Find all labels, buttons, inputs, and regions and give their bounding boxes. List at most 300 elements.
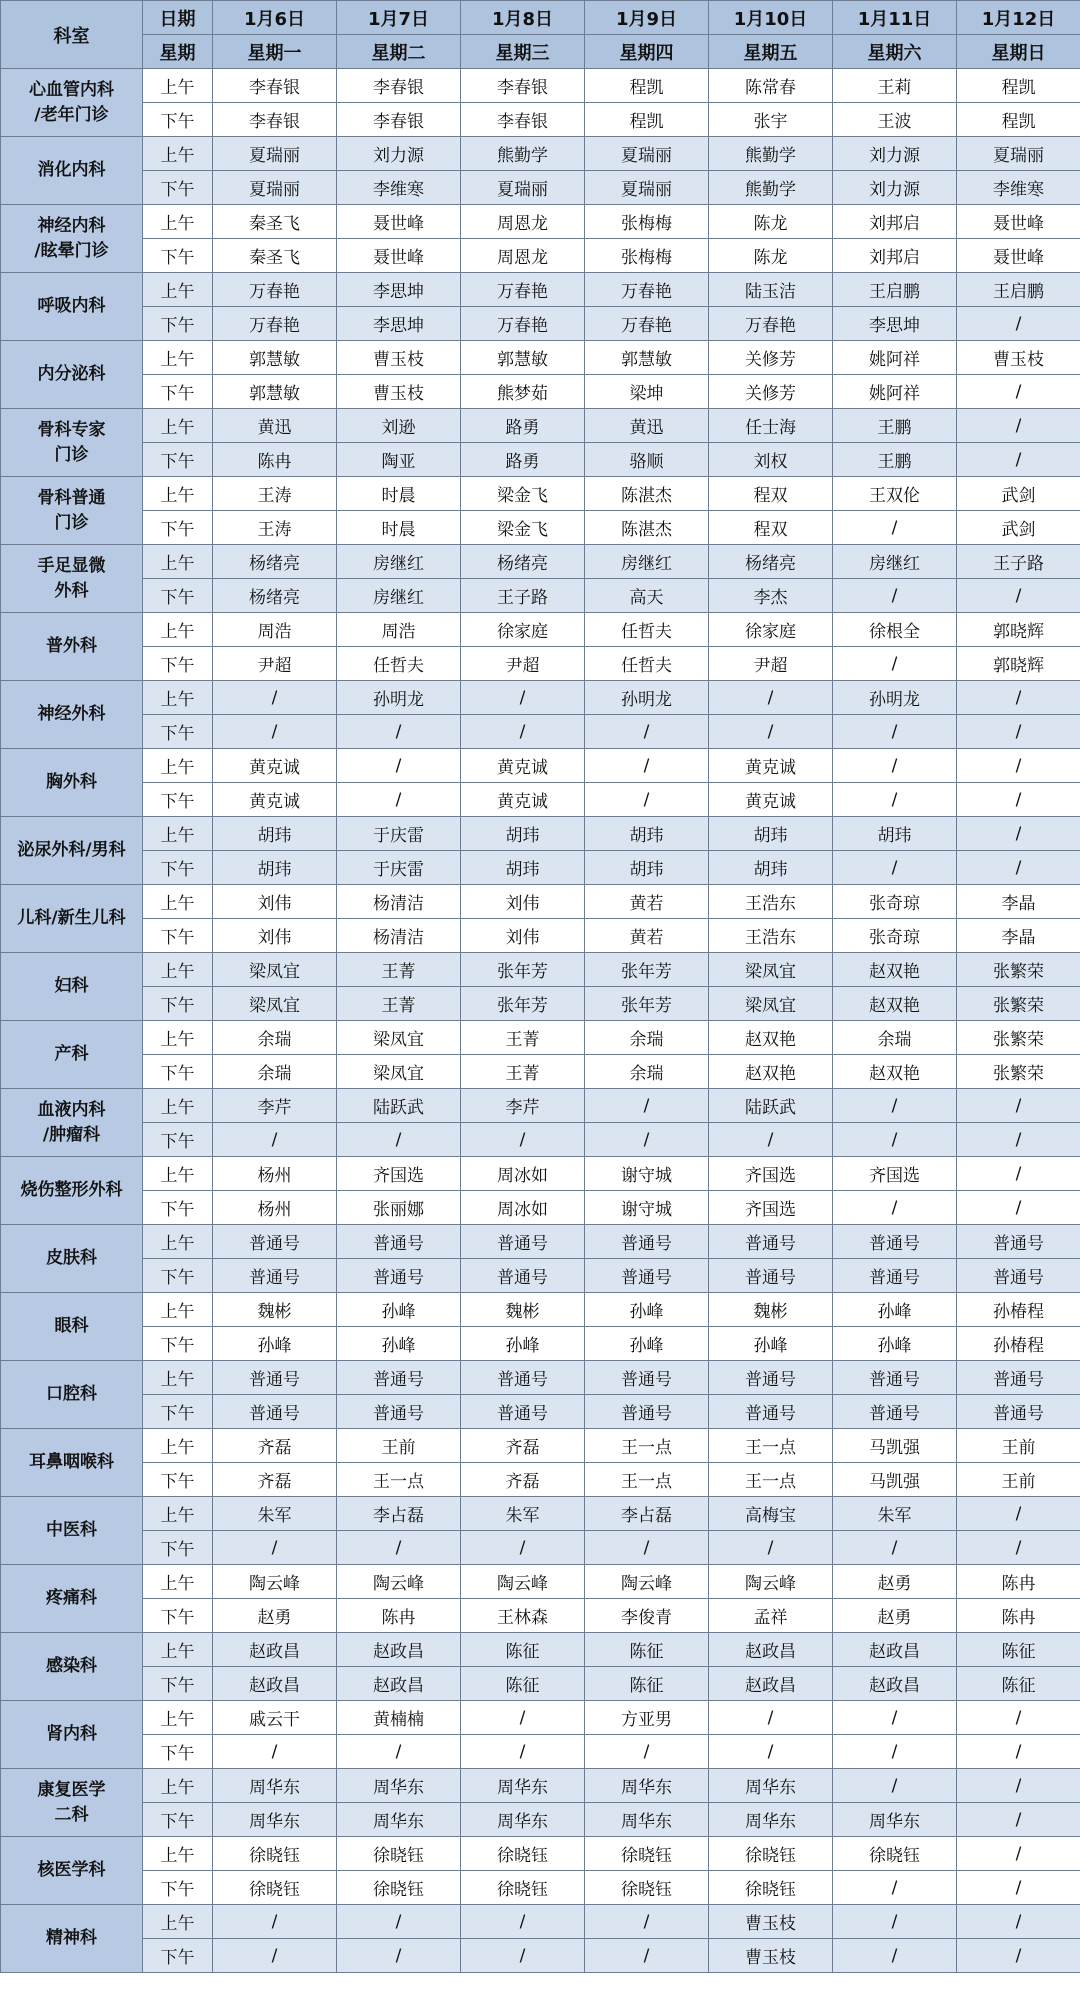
doctor-cell: 王波 [833, 103, 957, 137]
doctor-cell: 王启鹏 [957, 273, 1080, 307]
period-label: 下午 [143, 987, 213, 1021]
doctor-cell: 陈征 [585, 1633, 709, 1667]
doctor-cell: 李杰 [709, 579, 833, 613]
doctor-cell: 普通号 [213, 1395, 337, 1429]
table-row [1, 69, 1080, 103]
doctor-cell: 尹超 [709, 647, 833, 681]
table-row [1, 1871, 1080, 1905]
doctor-cell: / [833, 579, 957, 613]
doctor-cell: 万春艳 [461, 273, 585, 307]
table-row [1, 1599, 1080, 1633]
doctor-cell: 普通号 [833, 1395, 957, 1429]
doctor-cell: 赵勇 [213, 1599, 337, 1633]
doctor-cell: / [213, 1531, 337, 1565]
doctor-cell: / [833, 783, 957, 817]
doctor-cell: 周冰如 [461, 1191, 585, 1225]
period-label: 下午 [143, 239, 213, 273]
department-name-line: /老年门诊 [34, 104, 109, 125]
department-name [1, 1769, 143, 1837]
table-row [1, 613, 1080, 647]
period-label: 下午 [143, 1055, 213, 1089]
table-row [1, 307, 1080, 341]
doctor-cell: 张年芳 [461, 987, 585, 1021]
department-name-line: 泌尿外科/男科 [17, 840, 126, 860]
doctor-cell: 陈冉 [213, 443, 337, 477]
doctor-cell: 黄迅 [585, 409, 709, 443]
doctor-cell: 孙峰 [337, 1327, 461, 1361]
table-row [1, 647, 1080, 681]
department-name [1, 273, 143, 341]
doctor-cell: 陶云峰 [213, 1565, 337, 1599]
doctor-cell: 李春银 [213, 69, 337, 103]
weekday-header: 星期日 [957, 35, 1080, 69]
period-label: 上午 [143, 545, 213, 579]
doctor-cell: 万春艳 [461, 307, 585, 341]
department-name [1, 1905, 143, 1973]
doctor-cell: 周华东 [585, 1803, 709, 1837]
doctor-cell: 徐家庭 [461, 613, 585, 647]
doctor-cell: 赵双艳 [833, 953, 957, 987]
department-name-line: 神经内科 [37, 215, 106, 236]
table-row [1, 851, 1080, 885]
doctor-cell: 曹玉枝 [709, 1905, 833, 1939]
doctor-cell: 陈湛杰 [585, 511, 709, 545]
doctor-cell: 房继红 [585, 545, 709, 579]
period-label: 上午 [143, 953, 213, 987]
dept-column-header: 科室 [1, 1, 143, 69]
doctor-cell: 陶云峰 [709, 1565, 833, 1599]
period-label: 下午 [143, 1939, 213, 1973]
doctor-cell: 夏瑞丽 [461, 171, 585, 205]
doctor-cell: 郭慧敏 [585, 341, 709, 375]
doctor-cell: / [709, 681, 833, 715]
table-row [1, 443, 1080, 477]
department-name-line: 呼吸内科 [37, 296, 106, 316]
doctor-cell: 李俊青 [585, 1599, 709, 1633]
doctor-cell: / [213, 1939, 337, 1973]
department-name [1, 545, 143, 613]
doctor-cell: 徐晓钰 [213, 1837, 337, 1871]
doctor-cell: / [213, 1905, 337, 1939]
date-header: 1月9日 [585, 1, 709, 35]
doctor-cell: 张年芳 [585, 953, 709, 987]
doctor-cell: 高梅宝 [709, 1497, 833, 1531]
period-label: 下午 [143, 647, 213, 681]
doctor-cell: 徐晓钰 [709, 1837, 833, 1871]
doctor-cell: 陶云峰 [461, 1565, 585, 1599]
department-name-line: 门诊 [54, 512, 89, 533]
doctor-cell: 陈征 [461, 1667, 585, 1701]
department-name-line: 内分泌科 [37, 364, 106, 384]
doctor-cell: 刘伟 [213, 885, 337, 919]
period-label: 上午 [143, 137, 213, 171]
doctor-cell: 普通号 [957, 1361, 1080, 1395]
doctor-cell: 刘伟 [461, 885, 585, 919]
department-name [1, 1361, 143, 1429]
doctor-cell: 王前 [957, 1429, 1080, 1463]
doctor-cell: 胡玮 [461, 817, 585, 851]
doctor-cell: 齐国选 [709, 1191, 833, 1225]
doctor-cell: 万春艳 [585, 307, 709, 341]
doctor-cell: 徐家庭 [709, 613, 833, 647]
doctor-cell: / [585, 749, 709, 783]
doctor-cell: / [833, 1871, 957, 1905]
department-name [1, 205, 143, 273]
period-label: 下午 [143, 1735, 213, 1769]
department-name [1, 885, 143, 953]
doctor-cell: 王涛 [213, 477, 337, 511]
doctor-cell: 魏彬 [213, 1293, 337, 1327]
table-row [1, 1361, 1080, 1395]
period-label: 上午 [143, 1361, 213, 1395]
doctor-cell: 普通号 [709, 1259, 833, 1293]
doctor-cell: 熊勤学 [461, 137, 585, 171]
period-label: 上午 [143, 205, 213, 239]
doctor-cell: 杨清洁 [337, 919, 461, 953]
doctor-cell: 黄克诚 [709, 749, 833, 783]
doctor-cell: 李春银 [461, 69, 585, 103]
doctor-cell: 杨州 [213, 1157, 337, 1191]
department-name-line: 外科 [54, 580, 89, 601]
department-name [1, 341, 143, 409]
doctor-cell: 李维寒 [957, 171, 1080, 205]
doctor-cell: 夏瑞丽 [213, 171, 337, 205]
doctor-cell: 王一点 [337, 1463, 461, 1497]
doctor-cell: 杨绪亮 [461, 545, 585, 579]
doctor-cell: 普通号 [461, 1361, 585, 1395]
department-name-line: 眼科 [54, 1316, 89, 1336]
doctor-cell: 尹超 [461, 647, 585, 681]
doctor-cell: 万春艳 [213, 307, 337, 341]
doctor-cell: / [957, 409, 1080, 443]
doctor-cell: 周华东 [461, 1803, 585, 1837]
doctor-cell: 余瑞 [833, 1021, 957, 1055]
doctor-cell: 普通号 [337, 1225, 461, 1259]
doctor-cell: / [957, 375, 1080, 409]
doctor-cell: 余瑞 [213, 1021, 337, 1055]
period-label: 下午 [143, 919, 213, 953]
table-row [1, 953, 1080, 987]
doctor-cell: 赵勇 [833, 1599, 957, 1633]
doctor-cell: 高天 [585, 579, 709, 613]
doctor-cell: / [833, 715, 957, 749]
department-name-line: 普外科 [46, 636, 97, 656]
doctor-cell: 孙峰 [709, 1327, 833, 1361]
doctor-cell: 任哲夫 [585, 613, 709, 647]
doctor-cell: 张梅梅 [585, 205, 709, 239]
period-label: 上午 [143, 1769, 213, 1803]
doctor-cell: 王子路 [957, 545, 1080, 579]
doctor-cell: 梁凤宜 [709, 987, 833, 1021]
date-header: 1月6日 [213, 1, 337, 35]
doctor-cell: 路勇 [461, 409, 585, 443]
department-name [1, 749, 143, 817]
doctor-cell: 赵政昌 [833, 1667, 957, 1701]
doctor-cell: 刘力源 [833, 171, 957, 205]
doctor-cell: / [461, 1531, 585, 1565]
table-row [1, 1157, 1080, 1191]
doctor-cell: 王林森 [461, 1599, 585, 1633]
doctor-cell: / [957, 1157, 1080, 1191]
table-row [1, 1905, 1080, 1939]
table-row [1, 205, 1080, 239]
doctor-cell: 孙明龙 [585, 681, 709, 715]
doctor-cell: 任哲夫 [585, 647, 709, 681]
doctor-cell: 胡玮 [709, 851, 833, 885]
period-label: 上午 [143, 1905, 213, 1939]
doctor-cell: 曹玉枝 [337, 375, 461, 409]
doctor-cell: 孙椿程 [957, 1293, 1080, 1327]
doctor-cell: 朱军 [833, 1497, 957, 1531]
department-name-line: 妇科 [54, 976, 89, 996]
doctor-cell: 孙峰 [337, 1293, 461, 1327]
doctor-cell: 黄若 [585, 885, 709, 919]
doctor-cell: 程双 [709, 477, 833, 511]
doctor-cell: 普通号 [957, 1259, 1080, 1293]
doctor-cell: 聂世峰 [337, 205, 461, 239]
table-row [1, 1055, 1080, 1089]
doctor-cell: 徐晓钰 [461, 1871, 585, 1905]
doctor-cell: 周浩 [213, 613, 337, 647]
doctor-cell: 齐磊 [213, 1429, 337, 1463]
doctor-cell: / [957, 1497, 1080, 1531]
doctor-cell: / [709, 1531, 833, 1565]
doctor-cell: 周华东 [461, 1769, 585, 1803]
period-label: 上午 [143, 613, 213, 647]
doctor-cell: 普通号 [709, 1395, 833, 1429]
doctor-cell: / [585, 1123, 709, 1157]
period-label: 上午 [143, 69, 213, 103]
doctor-cell: 李春银 [213, 103, 337, 137]
doctor-cell: 熊勤学 [709, 171, 833, 205]
doctor-cell: 聂世峰 [957, 239, 1080, 273]
doctor-cell: 方亚男 [585, 1701, 709, 1735]
period-label: 上午 [143, 1429, 213, 1463]
doctor-cell: 徐晓钰 [709, 1871, 833, 1905]
doctor-cell: / [833, 1905, 957, 1939]
period-label: 下午 [143, 1531, 213, 1565]
period-label: 下午 [143, 443, 213, 477]
table-row [1, 1701, 1080, 1735]
doctor-cell: 刘逊 [337, 409, 461, 443]
doctor-cell: 普通号 [833, 1361, 957, 1395]
department-name [1, 1157, 143, 1225]
table-row [1, 1837, 1080, 1871]
doctor-cell: 周华东 [213, 1803, 337, 1837]
doctor-cell: 梁凤宜 [337, 1055, 461, 1089]
table-row [1, 1769, 1080, 1803]
weekday-header: 星期六 [833, 35, 957, 69]
doctor-cell: 徐晓钰 [585, 1837, 709, 1871]
department-name-line: 手足显微 [37, 555, 106, 576]
doctor-cell: / [585, 783, 709, 817]
doctor-cell: / [957, 681, 1080, 715]
period-label: 上午 [143, 477, 213, 511]
doctor-cell: 徐晓钰 [337, 1837, 461, 1871]
doctor-cell: 张年芳 [461, 953, 585, 987]
doctor-cell: 徐晓钰 [833, 1837, 957, 1871]
period-label: 下午 [143, 1871, 213, 1905]
doctor-cell: 郭慧敏 [461, 341, 585, 375]
period-label: 上午 [143, 341, 213, 375]
table-row [1, 545, 1080, 579]
doctor-cell: / [833, 1191, 957, 1225]
doctor-cell: 胡玮 [585, 851, 709, 885]
doctor-cell: / [833, 1123, 957, 1157]
doctor-cell: 普通号 [833, 1259, 957, 1293]
period-label: 上午 [143, 1021, 213, 1055]
period-label: 下午 [143, 511, 213, 545]
doctor-cell: 张奇琼 [833, 885, 957, 919]
doctor-cell: 陆跃武 [709, 1089, 833, 1123]
department-name [1, 1565, 143, 1633]
doctor-cell: 孙明龙 [833, 681, 957, 715]
doctor-cell: 陆跃武 [337, 1089, 461, 1123]
doctor-cell: 李春银 [337, 69, 461, 103]
doctor-cell: 刘邦启 [833, 205, 957, 239]
doctor-cell: 姚阿祥 [833, 375, 957, 409]
doctor-cell: 李春银 [337, 103, 461, 137]
doctor-cell: 姚阿祥 [833, 341, 957, 375]
doctor-cell: 关修芳 [709, 375, 833, 409]
table-row [1, 1497, 1080, 1531]
doctor-cell: 杨绪亮 [213, 579, 337, 613]
doctor-cell: / [709, 1735, 833, 1769]
weekday-header: 星期四 [585, 35, 709, 69]
department-name-line: 烧伤整形外科 [20, 1180, 123, 1200]
department-name [1, 1633, 143, 1701]
doctor-cell: 普通号 [585, 1259, 709, 1293]
department-name [1, 1021, 143, 1089]
doctor-cell: 魏彬 [709, 1293, 833, 1327]
doctor-cell: 张繁荣 [957, 987, 1080, 1021]
doctor-cell: 王菁 [461, 1055, 585, 1089]
doctor-cell: 房继红 [833, 545, 957, 579]
department-name-line: 康复医学 [37, 1779, 106, 1800]
doctor-cell: 张繁荣 [957, 1021, 1080, 1055]
table-row [1, 681, 1080, 715]
doctor-cell: 房继红 [337, 545, 461, 579]
schedule-body [1, 69, 1080, 1973]
table-row [1, 1429, 1080, 1463]
period-label: 下午 [143, 579, 213, 613]
doctor-cell: 程凯 [957, 103, 1080, 137]
doctor-cell: 齐国选 [833, 1157, 957, 1191]
doctor-cell: 尹超 [213, 647, 337, 681]
doctor-cell: 周冰如 [461, 1157, 585, 1191]
table-row [1, 341, 1080, 375]
date-header-row [1, 1, 1080, 35]
doctor-cell: / [337, 1735, 461, 1769]
doctor-cell: 陈征 [957, 1633, 1080, 1667]
doctor-cell: 刘权 [709, 443, 833, 477]
doctor-cell: 普通号 [709, 1361, 833, 1395]
doctor-cell: 朱军 [461, 1497, 585, 1531]
doctor-cell: / [833, 1701, 957, 1735]
department-name-line: 消化内科 [37, 160, 106, 180]
doctor-cell: 陆玉洁 [709, 273, 833, 307]
doctor-cell: 普通号 [833, 1225, 957, 1259]
table-row [1, 1259, 1080, 1293]
doctor-cell: 孙峰 [833, 1327, 957, 1361]
doctor-cell: / [957, 783, 1080, 817]
table-row [1, 477, 1080, 511]
doctor-cell: 武剑 [957, 511, 1080, 545]
doctor-cell: 陈征 [585, 1667, 709, 1701]
doctor-cell: / [957, 749, 1080, 783]
doctor-cell: 周恩龙 [461, 239, 585, 273]
department-name [1, 137, 143, 205]
doctor-cell: 房继红 [337, 579, 461, 613]
doctor-cell: / [957, 817, 1080, 851]
doctor-cell: 陶亚 [337, 443, 461, 477]
period-label: 下午 [143, 1803, 213, 1837]
weekday-header: 星期三 [461, 35, 585, 69]
table-row [1, 1021, 1080, 1055]
doctor-cell: 王一点 [709, 1463, 833, 1497]
doctor-cell: 普通号 [213, 1361, 337, 1395]
doctor-cell: 夏瑞丽 [213, 137, 337, 171]
doctor-cell: 李思坤 [337, 273, 461, 307]
table-row [1, 1463, 1080, 1497]
doctor-cell: 陈征 [461, 1633, 585, 1667]
period-label: 上午 [143, 681, 213, 715]
doctor-cell: 普通号 [585, 1395, 709, 1429]
table-row [1, 511, 1080, 545]
doctor-cell: 周华东 [585, 1769, 709, 1803]
doctor-cell: / [957, 1837, 1080, 1871]
doctor-cell: / [709, 1701, 833, 1735]
department-name-line: 门诊 [54, 444, 89, 465]
department-name [1, 613, 143, 681]
doctor-cell: 李占磊 [337, 1497, 461, 1531]
doctor-cell: 谢守城 [585, 1157, 709, 1191]
doctor-cell: 胡玮 [213, 851, 337, 885]
date-header: 1月10日 [709, 1, 833, 35]
department-name-line: 神经外科 [37, 704, 106, 724]
doctor-cell: 陶云峰 [585, 1565, 709, 1599]
doctor-cell: 周华东 [337, 1769, 461, 1803]
table-row [1, 749, 1080, 783]
doctor-cell: 普通号 [585, 1225, 709, 1259]
doctor-cell: 王一点 [585, 1429, 709, 1463]
doctor-cell: 马凯强 [833, 1463, 957, 1497]
doctor-cell: 任哲夫 [337, 647, 461, 681]
doctor-cell: / [957, 1123, 1080, 1157]
doctor-cell: 路勇 [461, 443, 585, 477]
department-name-line: 血液内科 [37, 1099, 106, 1120]
period-label: 上午 [143, 1633, 213, 1667]
doctor-cell: 秦圣飞 [213, 239, 337, 273]
doctor-cell: 齐国选 [337, 1157, 461, 1191]
doctor-cell: 于庆雷 [337, 851, 461, 885]
department-name-line: 核医学科 [37, 1860, 106, 1880]
department-name [1, 953, 143, 1021]
doctor-cell: 周华东 [709, 1769, 833, 1803]
doctor-cell: 任士海 [709, 409, 833, 443]
department-name [1, 817, 143, 885]
doctor-cell: 张梅梅 [585, 239, 709, 273]
doctor-cell: 王浩东 [709, 919, 833, 953]
doctor-cell: 黄克诚 [213, 783, 337, 817]
doctor-cell: 余瑞 [585, 1055, 709, 1089]
doctor-cell: 程凯 [585, 103, 709, 137]
doctor-cell: 孟祥 [709, 1599, 833, 1633]
doctor-cell: 王一点 [585, 1463, 709, 1497]
doctor-cell: / [585, 1531, 709, 1565]
table-row [1, 1939, 1080, 1973]
period-label: 上午 [143, 273, 213, 307]
